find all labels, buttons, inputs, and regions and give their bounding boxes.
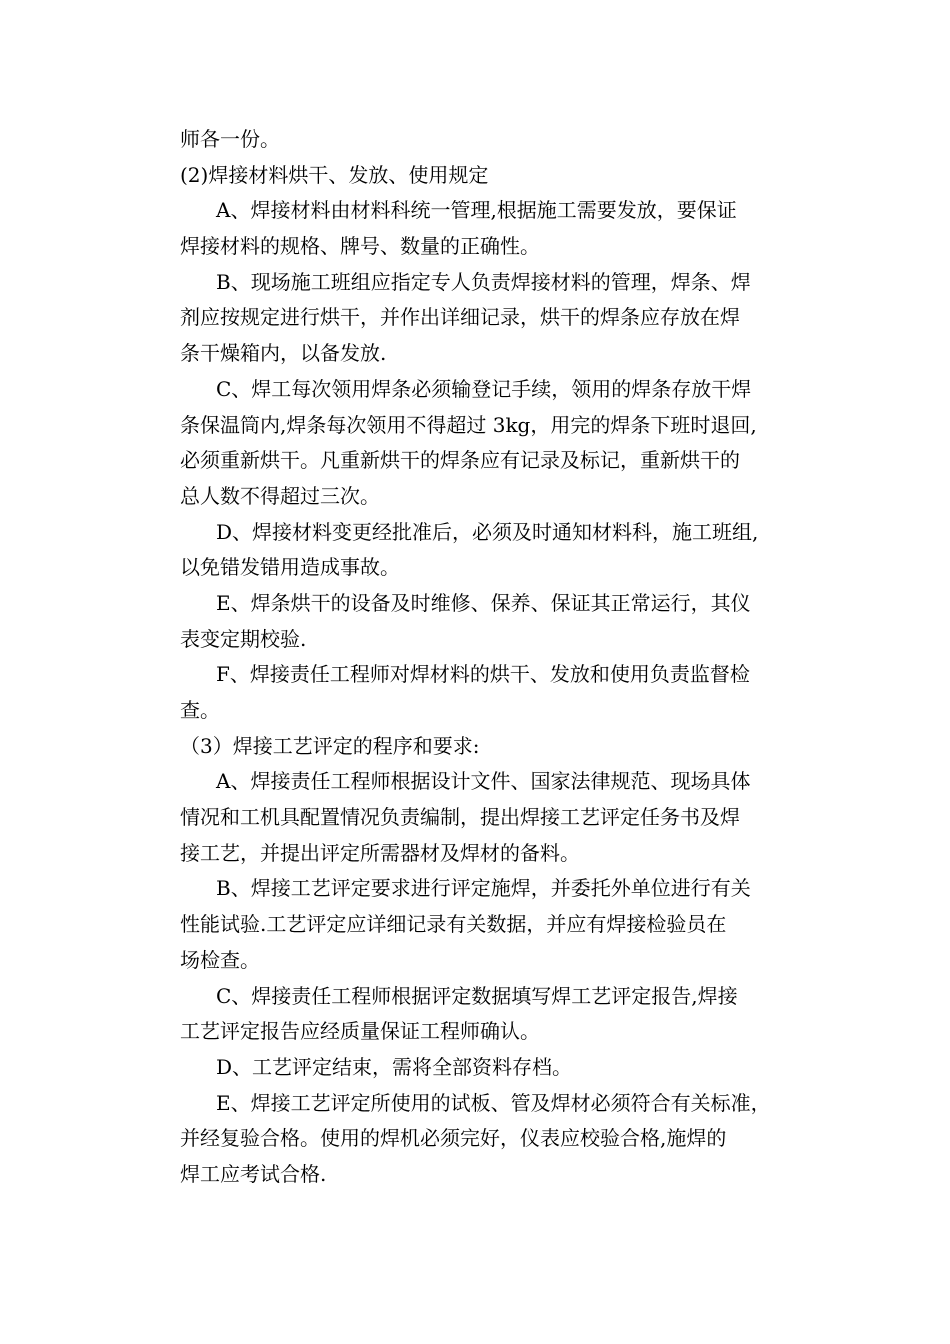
text-line: 必须重新烘干。凡重新烘干的焊条应有记录及标记，重新烘干的	[180, 448, 740, 473]
text-line: 总人数不得超过三次。	[180, 483, 380, 508]
paragraph-start-line: C、焊工每次领用焊条必须输登记手续，领用的焊条存放干焊	[216, 376, 752, 401]
text-line: 焊工应考试合格.	[180, 1161, 327, 1186]
paragraph-start-line: A、焊接责任工程师根据设计文件、国家法律规范、现场具体	[216, 769, 751, 794]
text-line: 以免错发错用造成事故。	[180, 555, 400, 580]
paragraph-start-line: C、焊接责任工程师根据评定数据填写焊工艺评定报告,焊接	[216, 983, 738, 1008]
section-heading: （3）焊接工艺评定的程序和要求:	[180, 733, 480, 758]
text-line: 剂应按规定进行烘干，并作出详细记录，烘干的焊条应存放在焊	[180, 305, 740, 330]
text-line: 性能试验.工艺评定应详细记录有关数据，并应有焊接检验员在	[180, 912, 727, 937]
text-line: 情况和工机具配置情况负责编制，提出焊接工艺评定任务书及焊	[180, 805, 740, 830]
text-line: 工艺评定报告应经质量保证工程师确认。	[180, 1019, 540, 1044]
text-line: 师各一份。	[180, 127, 280, 151]
paragraph-start-line: B、焊接工艺评定要求进行评定施焊，并委托外单位进行有关	[216, 876, 751, 901]
section-heading: (2)焊接材料烘干、发放、使用规定	[180, 162, 489, 187]
paragraph-start-line: D、工艺评定结束，需将全部资料存档。	[216, 1054, 573, 1079]
paragraph-start-line: B、现场施工班组应指定专人负责焊接材料的管理，焊条、焊	[216, 269, 751, 294]
paragraph-start-line: E、焊接工艺评定所使用的试板、管及焊材必须符合有关标准，	[216, 1090, 771, 1115]
text-line: 条保温筒内,焊条每次领用不得超过 3kg，用完的焊条下班时退回,	[180, 412, 757, 437]
text-line: 接工艺，并提出评定所需器材及焊材的备料。	[180, 840, 580, 865]
text-line: 并经复验合格。使用的焊机必须完好，仪表应校验合格,施焊的	[180, 1126, 727, 1151]
paragraph-start-line: A、焊接材料由材料科统一管理,根据施工需要发放，要保证	[216, 198, 737, 223]
text-line: 查。	[180, 698, 220, 722]
paragraph-start-line: D、焊接材料变更经批准后，必须及时通知材料科，施工班组,	[216, 519, 759, 544]
text-line: 焊接材料的规格、牌号、数量的正确性。	[180, 234, 540, 259]
document-body	[180, 122, 820, 1193]
text-line: 条干燥箱内，以备发放.	[180, 341, 387, 366]
text-line: 场检查。	[180, 947, 260, 972]
text-line: 表变定期校验.	[180, 626, 307, 651]
paragraph-start-line: F、焊接责任工程师对焊材料的烘干、发放和使用负责监督检	[216, 662, 750, 687]
paragraph-start-line: E、焊条烘干的设备及时维修、保养、保证其正常运行，其仪	[216, 590, 751, 615]
